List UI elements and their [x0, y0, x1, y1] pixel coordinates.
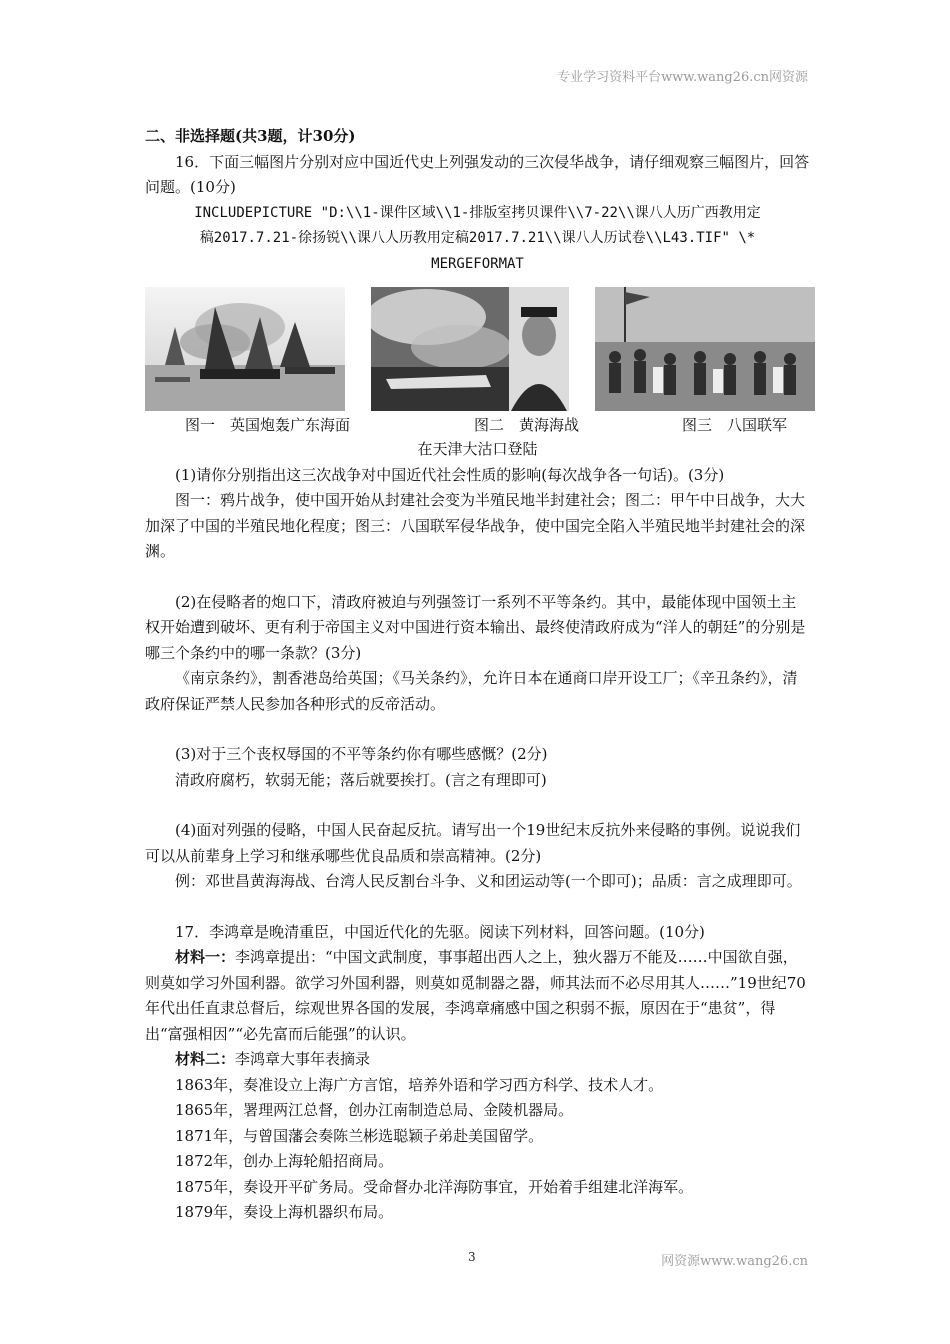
fig1-photo [145, 287, 345, 411]
timeline-item: 1872年，创办上海轮船招商局。 [175, 1152, 394, 1170]
page-number: 3 [468, 1250, 476, 1264]
figure-row [145, 287, 810, 411]
q16-sub2-question: (2)在侵略者的炮口下，清政府被迫与列强签订一系列不平等条约。其中，最能体现中国领土主权开始遭到破坏、更有利于帝国主义对中国进行资本输出、最终使清政府成为“洋人的朝廷”的分别是哪三个条约中的哪一条款？(3分) [145, 592, 806, 662]
material2-label: 材料二： [175, 1050, 236, 1068]
fig3-caption: 图三 八国联军 [682, 416, 788, 434]
timeline-item: 1865年，署理两江总督，创办江南制造总局、金陵机器局。 [175, 1101, 574, 1119]
q16-sub2-answer: 《南京条约》，割香港岛给英国；《马关条约》，允许日本在通商口岸开设工厂；《辛丑条约》，清政府保证严禁人民参加各种形式的反帝活动。 [145, 669, 798, 713]
timeline-item: 1871年，与曾国藩会奏陈兰彬选聪颖子弟赴美国留学。 [175, 1126, 544, 1145]
q16-sub4-answer: 例：邓世昌黄海海战、台湾人民反割台斗争、义和团运动等(一个即可)；品质：言之成理即可。 [175, 872, 802, 890]
material1-label: 材料一： [175, 948, 236, 966]
material1-text: 李鸿章提出：“中国文武制度，事事超出西人之上，独火器万不能及……中国欲自强，则莫如学习外国利器。欲学习外国利器，则莫如觅制器之器，师其法而不必尽用其人……”19世纪70年代出任直隶总督后，综观世界各国的发展，李鸿章痛感中国之积弱不振，原因在于“患贫”，得出“富强相因”“必先富而后能强”的认识。 [145, 948, 806, 1043]
q16-sub1-answer: 图一：鸦片战争，使中国开始从封建社会变为半殖民地半封建社会；图二：甲午中日战争，大大加深了中国的半殖民地化程度；图三：八国联军侵华战争，使中国完全陷入半殖民地半封建社会的深渊。 [145, 491, 806, 560]
q17-stem: 17．李鸿章是晚清重臣，中国近代化的先驱。阅读下列材料，回答问题。(10分) [175, 922, 705, 941]
fig1-caption: 图一 英国炮轰广东海面 [185, 416, 351, 434]
q16-sub4-question: (4)面对列强的侵略，中国人民奋起反抗。请写出一个19世纪末反抗外来侵略的事例。说说我们可以从前辈身上学习和继承哪些优良品质和崇高精神。(2分) [145, 821, 801, 865]
field-code-line2: 稿2017.7.21-徐扬锐\\课八人历教用定稿2017.7.21\\课八人历试卷\\L43.TIF" \* [199, 230, 756, 246]
q16-stem: 16．下面三幅图片分别对应中国近代史上列强发动的三次侵华战争，请仔细观察三幅图片，回答问题。(10分) [145, 152, 810, 196]
header-watermark: 专业学习资料平台www.wang26.cn网资源 [557, 70, 808, 85]
material2-text: 李鸿章大事年表摘录 [235, 1050, 371, 1068]
q17-material1 [145, 945, 810, 1047]
fig2-caption: 图二 黄海海战 [474, 416, 580, 434]
q17-material2 [145, 1047, 810, 1073]
fig3-caption-cont: 在天津大沽口登陆 [417, 440, 538, 458]
q16-sub3-question: (3)对于三个丧权辱国的不平等条约你有哪些感慨？(2分) [175, 745, 548, 763]
q16-sub3-answer: 清政府腐朽，软弱无能；落后就要挨打。(言之有理即可) [175, 770, 547, 789]
fig3-photo [595, 287, 815, 411]
figure-captions [145, 413, 810, 437]
timeline-item: 1863年，奏准设立上海广方言馆，培养外语和学习西方科学、技术人才。 [175, 1075, 664, 1094]
fig2-photo [371, 287, 569, 411]
q16-sub1-question: (1)请你分别指出这三次战争对中国近代社会性质的影响(每次战争各一句话)。(3分) [175, 465, 725, 484]
document-body [145, 124, 810, 1226]
field-code-line1: INCLUDEPICTURE "D:\\1-课件区域\\1-排版室拷贝课件\\7-22\\课八人历广西教用定 [194, 204, 761, 221]
timeline-item: 1875年，奏设开平矿务局。受命督办北洋海防事宜，开始着手组建北洋海军。 [175, 1177, 694, 1196]
timeline-item: 1879年，奏设上海机器织布局。 [175, 1203, 394, 1221]
field-code-line3: MERGEFORMAT [431, 255, 524, 272]
footer-watermark: 网资源www.wang26.cn [661, 1254, 808, 1269]
section-title: 二、非选择题(共3题，计30分) [145, 127, 356, 145]
